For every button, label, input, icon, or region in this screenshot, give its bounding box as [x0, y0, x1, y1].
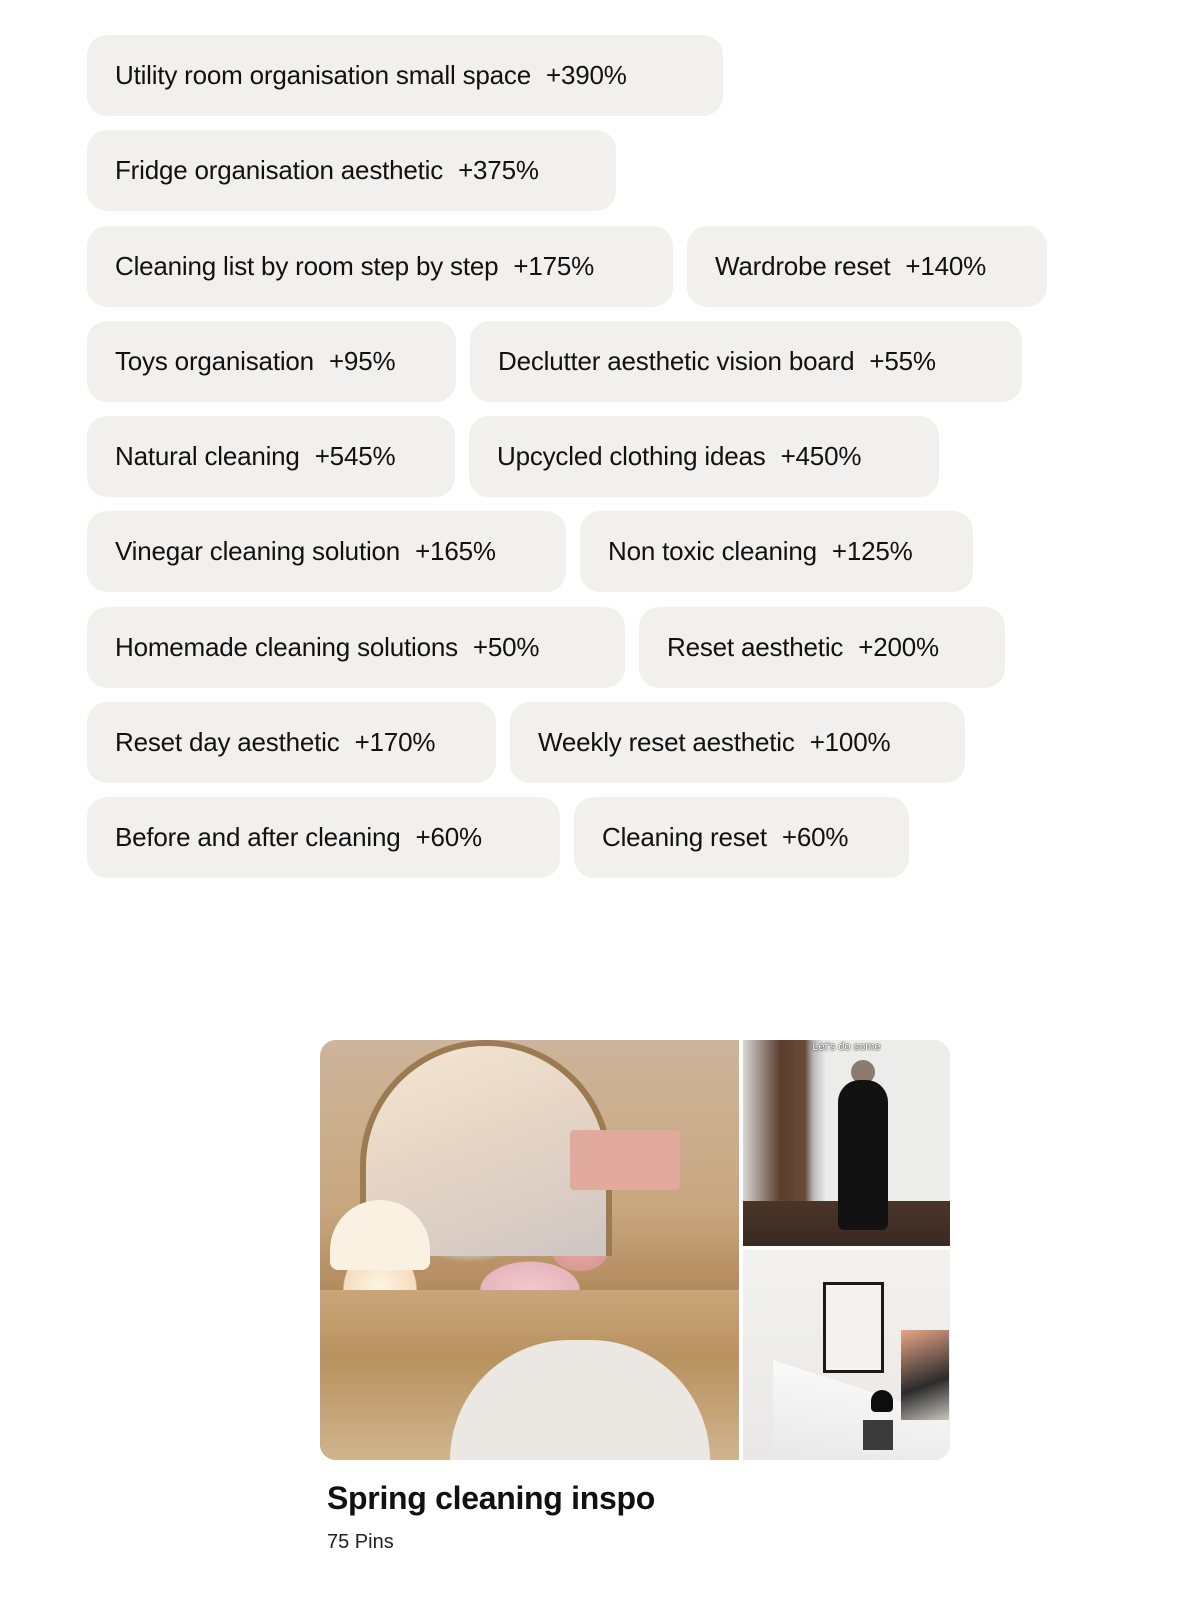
trend-chip[interactable]: [580, 511, 973, 592]
chip-term: Cleaning reset: [602, 822, 767, 852]
chip-row: [87, 511, 1087, 592]
chip-change: +450%: [780, 441, 862, 471]
chip-row: [87, 35, 1087, 116]
trend-chip[interactable]: [87, 511, 566, 592]
board-card[interactable]: [320, 1040, 950, 1554]
trend-chip[interactable]: [87, 416, 455, 497]
chip-change: +165%: [415, 536, 496, 567]
chip-row: [87, 607, 1087, 688]
chip-term: Reset aesthetic: [667, 631, 844, 662]
board-cover-bottom-image: [743, 1250, 950, 1460]
trend-chip[interactable]: [87, 607, 625, 688]
trend-chip[interactable]: [87, 321, 456, 402]
trend-chip[interactable]: [87, 35, 723, 116]
chip-change: +390%: [546, 60, 627, 90]
cube-shape: [863, 1420, 893, 1450]
trend-chip[interactable]: [87, 226, 673, 307]
chip-term: Before and after cleaning: [115, 822, 401, 852]
chip-term: Declutter aesthetic vision board: [498, 345, 855, 376]
chip-term: Vinegar cleaning solution: [115, 536, 401, 567]
chip-term: Natural cleaning: [115, 441, 300, 471]
chip-change: +375%: [458, 155, 539, 186]
trend-chip[interactable]: [639, 607, 1005, 688]
board-cover-main-image: [320, 1040, 739, 1460]
chip-change: +125%: [831, 536, 913, 567]
trend-chip[interactable]: [470, 321, 1022, 402]
chip-term: Wardrobe reset: [715, 250, 891, 281]
chip-term: Fridge organisation aesthetic: [115, 155, 444, 186]
board-pin-count: 75 Pins: [327, 1531, 394, 1553]
chip-change: +170%: [354, 726, 436, 757]
chip-change: +175%: [513, 250, 595, 281]
chip-term: Homemade cleaning solutions: [115, 631, 458, 662]
trend-chip[interactable]: [87, 797, 560, 878]
trend-chip[interactable]: [469, 416, 939, 497]
chip-change: +60%: [781, 822, 849, 852]
chip-term: Reset day aesthetic: [115, 726, 340, 757]
person-shape: [838, 1080, 888, 1230]
chip-change: +200%: [858, 631, 939, 662]
basket-shape: [570, 1130, 680, 1190]
chip-row: [87, 797, 1087, 878]
chip-term: Utility room organisation small space: [115, 60, 531, 90]
frame-shape: [823, 1282, 884, 1373]
chip-row: [87, 702, 1087, 783]
trend-chip-list: [87, 35, 1087, 892]
board-cover-top-image: [743, 1040, 950, 1246]
chip-change: +50%: [472, 631, 540, 662]
chip-row: [87, 416, 1087, 497]
lamp-shape: [871, 1390, 893, 1412]
art-shape: [901, 1330, 949, 1420]
video-caption: Let's do some: [812, 1041, 881, 1053]
trend-chip[interactable]: [87, 130, 616, 211]
chip-row: [87, 130, 1087, 211]
chip-change: +60%: [415, 822, 482, 852]
chip-row: [87, 321, 1087, 402]
chip-row: [87, 226, 1087, 307]
chip-change: +95%: [328, 345, 396, 376]
trend-chip[interactable]: [574, 797, 909, 878]
board-cover-collage[interactable]: [320, 1040, 950, 1460]
chip-term: Toys organisation: [115, 345, 314, 376]
chip-change: +55%: [869, 345, 936, 376]
chip-change: +140%: [905, 250, 987, 281]
chip-term: Non toxic cleaning: [608, 536, 817, 567]
trend-chip[interactable]: [87, 702, 496, 783]
board-title[interactable]: Spring cleaning inspo: [327, 1480, 655, 1516]
chip-term: Upcycled clothing ideas: [497, 441, 766, 471]
chip-term: Weekly reset aesthetic: [538, 726, 795, 757]
trend-chip[interactable]: [687, 226, 1047, 307]
trend-chip[interactable]: [510, 702, 965, 783]
chip-change: +545%: [314, 441, 396, 471]
chip-term: Cleaning list by room step by step: [115, 250, 499, 281]
chip-change: +100%: [809, 726, 891, 757]
